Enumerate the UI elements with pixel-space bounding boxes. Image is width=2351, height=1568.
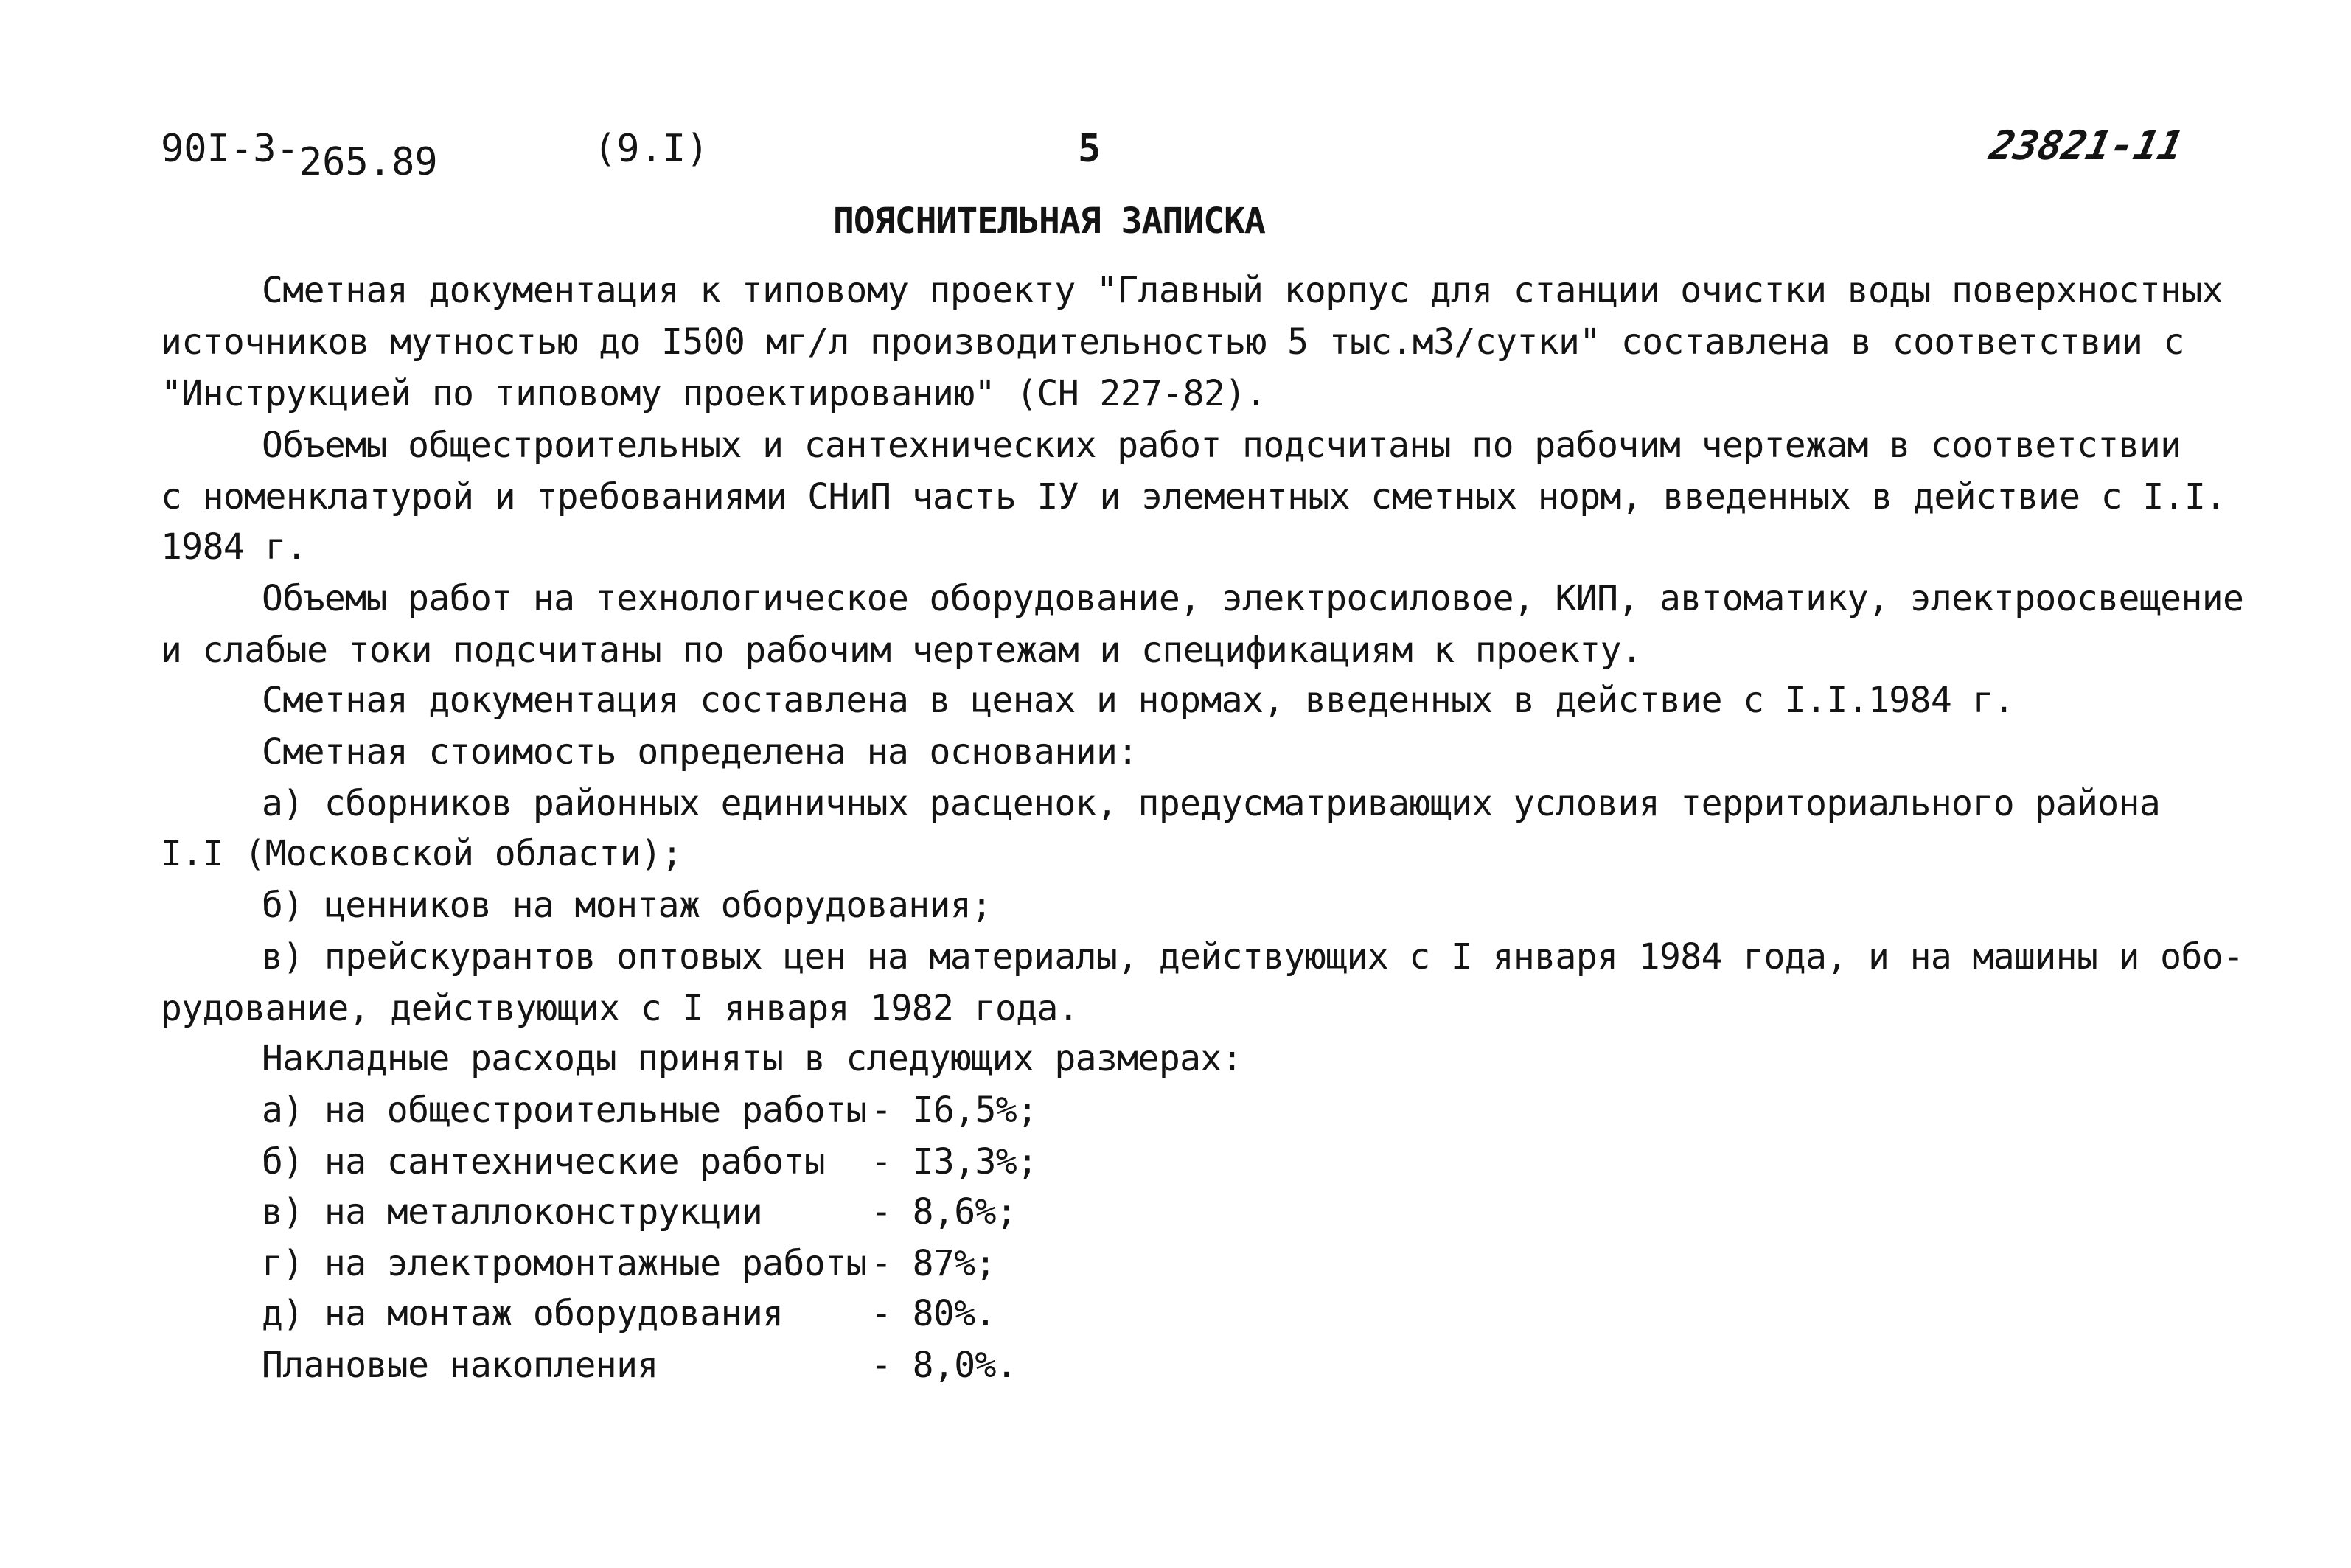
overhead-row	[262, 1088, 1037, 1132]
section-number: (9.I)	[593, 127, 709, 171]
overhead-row	[262, 1292, 996, 1336]
page-number: 5	[1078, 127, 1101, 171]
document-code	[161, 127, 438, 184]
text-line: 1984 г.	[161, 526, 307, 568]
text-line: Объемы общестроительных и сантехнических работ подсчитаны по рабочим чертежам в соответствии	[262, 425, 2181, 466]
document-code-main: 90I-3-	[161, 127, 299, 171]
inventory-number: 23821-11	[1985, 122, 2187, 169]
overhead-value: - I6,5%;	[871, 1090, 1038, 1131]
overhead-row	[262, 1190, 1017, 1234]
overhead-label: г) на электромонтажные работы	[262, 1243, 867, 1284]
overhead-row	[262, 1241, 996, 1286]
text-line: в) прейскурантов оптовых цен на материалы, действующих с I января 1984 года, и на машины и обо-	[262, 936, 2244, 978]
overhead-label: д) на монтаж оборудования	[262, 1293, 784, 1334]
text-line: "Инструкцией по типовому проектированию" (СН 227-82).	[161, 373, 1267, 414]
document-code-sub: 265.89	[299, 140, 438, 184]
overhead-label: в) на металлоконструкции	[262, 1191, 763, 1233]
text-line: и слабые токи подсчитаны по рабочим чертежам и спецификациям к проекту.	[161, 630, 1643, 671]
overhead-label: Плановые накопления	[262, 1345, 658, 1386]
document-title: ПОЯСНИТЕЛЬНАЯ ЗАПИСКА	[833, 201, 1265, 242]
overhead-label: а) на общестроительные работы	[262, 1090, 867, 1131]
text-line: б) ценников на монтаж оборудования;	[262, 885, 992, 926]
text-line: источников мутностью до I500 мг/л производительностью 5 тыс.м3/сутки" составлена в соответствии с	[161, 321, 2184, 363]
overhead-value: - I3,3%;	[871, 1141, 1038, 1182]
overhead-row	[262, 1140, 1037, 1184]
text-line: Сметная стоимость определена на основании:	[262, 731, 1138, 773]
overhead-value: - 8,6%;	[871, 1191, 1017, 1233]
overhead-value: - 87%;	[871, 1243, 996, 1284]
text-line: Объемы работ на технологическое оборудование, электросиловое, КИП, автоматику, электроосвещение	[262, 578, 2244, 619]
text-line: рудование, действующих с I января 1982 года.	[161, 988, 1079, 1029]
text-line: Сметная документация к типовому проекту "Главный корпус для станции очистки воды поверхностных	[262, 270, 2223, 311]
text-line: а) сборников районных единичных расценок, предусматривающих условия территориального района	[262, 783, 2161, 824]
text-line: с номенклатурой и требованиями СНиП часть IУ и элементных сметных норм, введенных в действие с I.I.	[161, 476, 2226, 518]
overhead-label: б) на сантехнические работы	[262, 1141, 826, 1182]
overhead-value: - 80%.	[871, 1293, 996, 1334]
overhead-value: - 8,0%.	[871, 1345, 1017, 1386]
text-line: I.I (Московской области);	[161, 833, 683, 874]
text-line: Сметная документация составлена в ценах и нормах, введенных в действие с I.I.1984 г.	[262, 680, 2015, 721]
text-line: Накладные расходы приняты в следующих размерах:	[262, 1038, 1243, 1079]
overhead-row	[262, 1343, 1017, 1387]
